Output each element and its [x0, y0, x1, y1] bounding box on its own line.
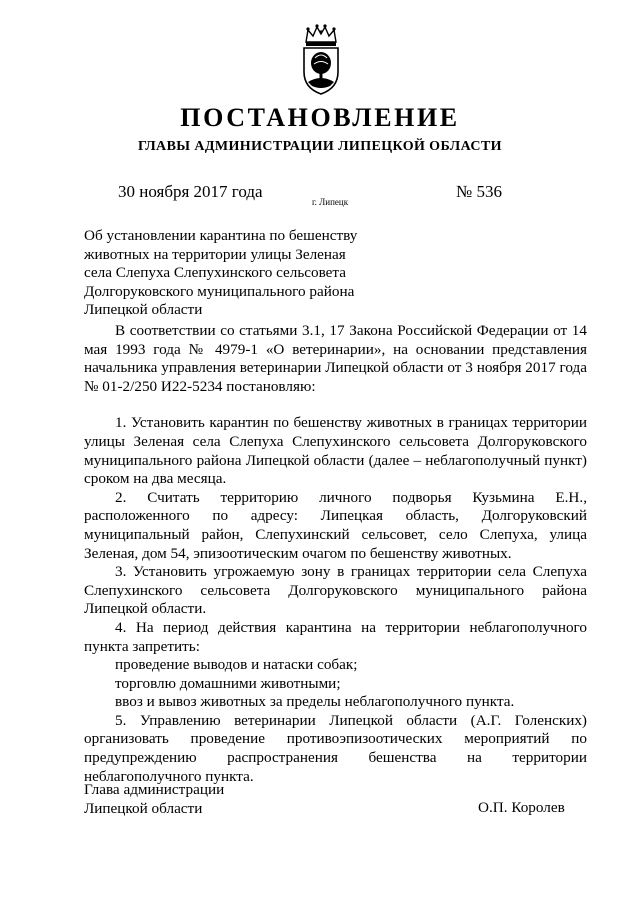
- document-city: г. Липецк: [312, 197, 349, 207]
- signatory-name: О.П. Королев: [478, 799, 565, 816]
- subject-line: Об установлении карантина по бешенству: [84, 227, 358, 244]
- paragraph-2: 2. Считать территорию личного подворья Кузьмина Е.Н., расположенного по адресу: Липецкая область, Долгоруковский муниципальный район, Слепухинский сельсовет, село Слепуха, улица Зеленая, дом 54, эпизоотическим очагом по бешенству животных.: [84, 488, 587, 562]
- document-date: 30 ноября 2017 года: [118, 182, 263, 201]
- subject-line: села Слепуха Слепухинского сельсовета: [84, 264, 346, 282]
- subject-line: Липецкой области: [84, 301, 203, 319]
- paragraph-1: 1. Установить карантин по бешенству животных в границах территории улицы Зеленая села Слепуха Слепухинского сельсовета Долгоруковского муниципального района Липецкой области (далее – неблагополучный пункт) сроком на два месяца.: [84, 414, 587, 488]
- signatory-position-line: Липецкой области: [84, 799, 203, 817]
- subject-line: Долгоруковского муниципального района: [84, 282, 355, 300]
- document-subject: [84, 227, 384, 320]
- paragraph-3: 3. Установить угрожаемую зону в границах территории села Слепуха Слепухинского сельсовета Долгоруковского муниципального района Липецкой области.: [84, 563, 587, 618]
- prohibition-item: ввоз и вывоз животных за пределы неблагополучного пункта.: [115, 693, 515, 711]
- document-body: [84, 322, 587, 786]
- paragraph-4: 4. На период действия карантина на территории неблагополучного пункта запретить:: [84, 618, 587, 655]
- signatory-position: [84, 781, 224, 818]
- document-title: ПОСТАНОВЛЕНИЕ: [180, 103, 460, 132]
- document-subtitle: ГЛАВЫ АДМИНИСТРАЦИИ ЛИПЕЦКОЙ ОБЛАСТИ: [138, 139, 502, 154]
- paragraph-5: 5. Управлению ветеринарии Липецкой области (А.Г. Голенских) организовать проведение противоэпизоотических мероприятий по предупреждению распространения бешенства на территории неблагополучного пункта.: [84, 711, 587, 785]
- preamble-paragraph: В соответствии со статьями 3.1, 17 Закона Российской Федерации от 14 мая 1993 года № 4979-1 «О ветеринарии», на основании представления начальника управления ветеринарии Липецкой области от 3 ноября 2017 года № 01-2/250 И22-5234 постановляю:: [84, 322, 587, 395]
- prohibition-item: торговлю домашними животными;: [115, 674, 341, 692]
- document-number: № 536: [456, 182, 502, 201]
- subject-line: животных на территории улицы Зеленая: [84, 245, 346, 263]
- prohibition-item: проведение выводов и натаски собак;: [115, 656, 358, 674]
- signatory-position-line: Глава администрации: [84, 781, 225, 798]
- lipetsk-coat-of-arms-icon: [292, 22, 350, 96]
